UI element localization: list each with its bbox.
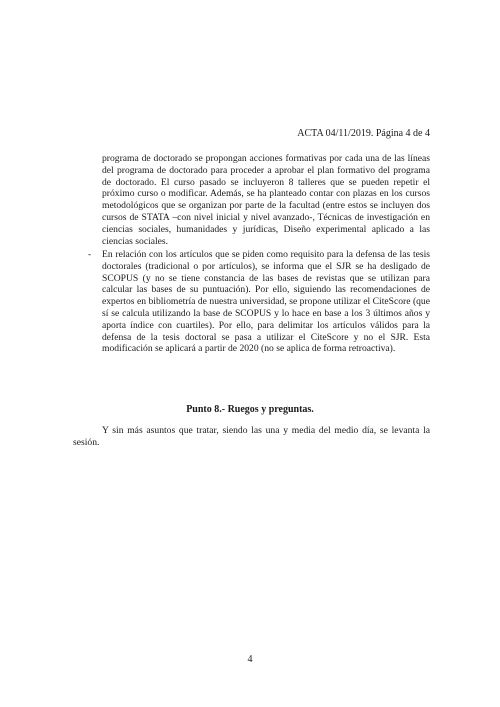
- closing-paragraph: Y sin más asuntos que tratar, siendo las una y media del medio día, se levanta la sesión.: [73, 425, 430, 448]
- section-heading-punto-8: Punto 8.- Ruegos y preguntas.: [186, 404, 314, 415]
- bullet-marker: -: [88, 249, 92, 260]
- page-number: 4: [247, 654, 253, 665]
- paragraph-plan-formativo: programa de doctorado se propongan acciones formativas por cada una de las líneas del programa de doctorado para proceder a aprobar el plan formativo del programa de doctorado. El curso pasado se incluyeron 8 talleres que se pueden repetir el próximo curso o modificar. Además, se ha planteado contar con plazas en los cursos metodológicos que se organizan por parte de la facultad (entre estos se incluyen dos cursos de STATA –con nivel inicial y nivel avanzado-, Técnicas de investigación en ciencias sociales, humanidades y jurídicas, Diseño experimental aplicado a las ciencias sociales.: [102, 153, 430, 247]
- bullet-text: En relación con los artículos que se piden como requisito para la defensa de las tesis doctorales (tradicional o por artículos), se informa que el SJR se ha desligado de SCOPUS (y no se tiene constancia de las bases de revistas que se utilizan para calcular las bases de su puntuación). Por ello, siguiendo las recomendaciones de expertos en bibliometría de nuestra universidad, se propone utilizar el CiteScore (que sí se calcula utilizando la base de SCOPUS y lo hace en base a los 3 últimos años y aporta índice con cuartiles). Por ello, para delimitar los artículos válidos para la defensa de la tesis doctoral se pasa a utilizar el CiteScore y no el SJR. Esta modificación se aplicará a partir de 2020 (no se aplica de forma retroactiva).: [102, 249, 430, 355]
- document-header: ACTA 04/11/2019. Página 4 de 4: [297, 128, 430, 139]
